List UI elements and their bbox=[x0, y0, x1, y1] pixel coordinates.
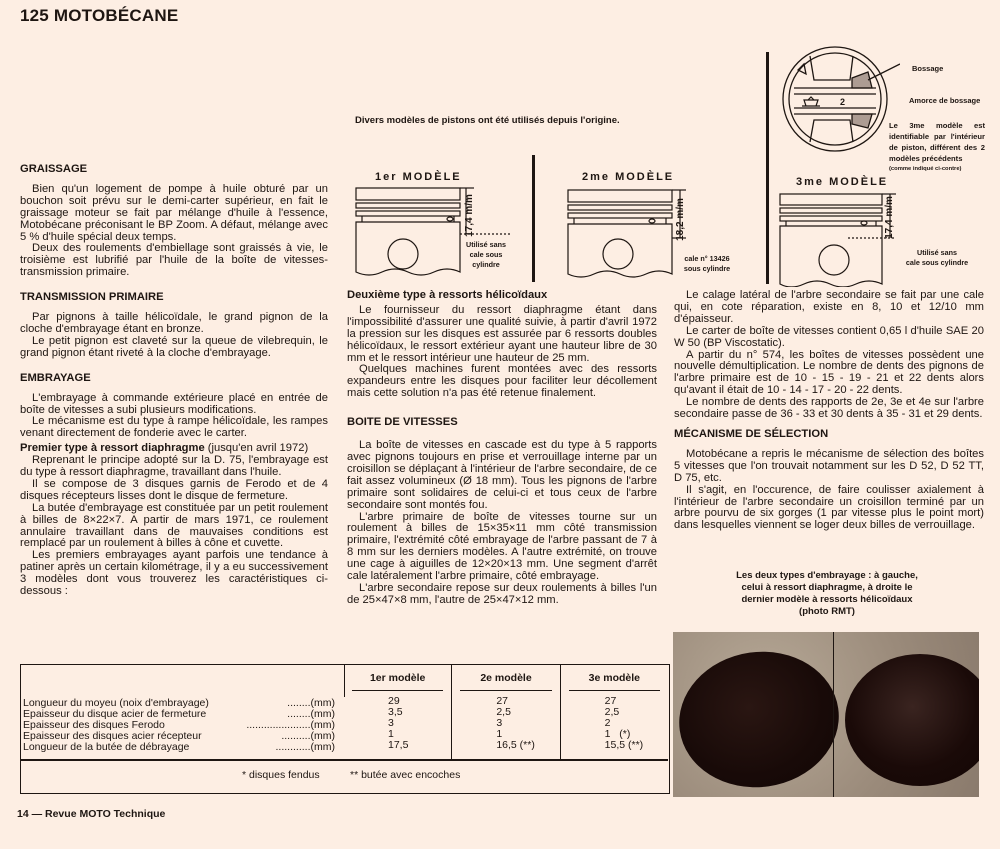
table-cell: 1 (*) bbox=[604, 728, 631, 740]
footnote-butee-encoches: ** butée avec encoches bbox=[350, 769, 461, 781]
table-cell: 29 bbox=[388, 695, 400, 707]
table-cell: 2 bbox=[604, 717, 611, 729]
row-label: Epaisseur du disque acier de fermeture bbox=[23, 708, 207, 720]
paragraph: Le nombre de dents des rapports de 2e, 3e et 4e sur l'arbre secondaire passe de 36 - 33 et 30 dents à 35 - 31 et 29 dents. bbox=[674, 396, 984, 421]
piston-model-1-dimension: 17,4 m/m bbox=[463, 194, 475, 237]
table-cell: 3 bbox=[388, 717, 394, 729]
section-heading-deuxieme-type: Deuxième type à ressorts hélicoïdaux bbox=[347, 289, 548, 301]
row-unit: (mm) bbox=[310, 730, 335, 742]
row-unit: (mm) bbox=[310, 697, 335, 709]
table-column-header: 1er modèle bbox=[352, 664, 443, 691]
table-cell: 15,5 (**) bbox=[604, 739, 644, 751]
piston-model-3-title: 3me MODÈLE bbox=[796, 176, 889, 188]
table-cell: 27 bbox=[496, 695, 509, 707]
piston-model-2-title: 2me MODÈLE bbox=[582, 171, 675, 183]
row-dots: ............ bbox=[275, 742, 311, 753]
piston-icon bbox=[780, 194, 896, 287]
note-text: Le 3me modèle est identifiable par l'intérieur de piston, différent des 2 modèles précédents bbox=[889, 121, 985, 163]
row-dots: ........ bbox=[287, 709, 311, 720]
section-heading-graissage: GRAISSAGE bbox=[20, 163, 88, 175]
row-dots: ...................... bbox=[246, 720, 311, 731]
paragraph: Le carter de boîte de vitesses contient 0,65 l d'huile SAE 20 W 50 (BP Viscostatic). bbox=[674, 324, 984, 349]
row-unit: (mm) bbox=[310, 719, 335, 731]
row-dots: ........ bbox=[287, 698, 311, 709]
column-2 bbox=[347, 290, 657, 607]
row-dots: .......... bbox=[281, 731, 311, 742]
paragraph: Le mécanisme est du type à rampe hélicoïdale, les rampes venant directement de fonderie avec le carter. bbox=[20, 415, 328, 440]
page-title: 125 MOTOBÉCANE bbox=[20, 6, 179, 25]
column-3 bbox=[674, 290, 984, 532]
table-cell: 3,5 bbox=[388, 706, 403, 718]
footnote-disques-fendus: * disques fendus bbox=[242, 769, 320, 781]
paragraph: La boîte de vitesses en cascade est du type à 5 rapports avec pignons toujours en prise et verrouillage interne par un croisillon se déplaçant à l'intérieur de l'arbre secondaire, de ce fait assez volumineux (Ø 18 mm). Tous les pignons de l'arbre primaire sont solidaires de celui-ci et tous ceux de l'arbre secondaire sont montés fou. bbox=[347, 439, 657, 511]
table-cell: 2,5 bbox=[604, 706, 620, 718]
note-line: Utilisé sans bbox=[466, 240, 506, 249]
row-label: Longueur de la butée de débrayage bbox=[23, 741, 190, 753]
subheading-rest: (jusqu'en avril 1972) bbox=[204, 442, 309, 455]
label-amorce-bossage: Amorce de bossage bbox=[909, 96, 981, 105]
paragraph: L'arbre primaire de boîte de vitesses tourne sur un roulement à billes de 15×35×11 mm côté transmission primaire, l'extrémité côté embrayage de l'arbre passant de 7 à 8 mm sur les derniers modèles. A l'autre extrémité, on trouve une cage à aiguilles de 12×20×13 mm. Une segment d'arrêt cale latéralement l'arbre primaire, côté embrayage. bbox=[347, 510, 657, 583]
table-column-header: 2e modèle bbox=[460, 664, 551, 691]
paragraph: Les premiers embrayages ayant parfois une tendance à patiner après un certain kilométrage, il y a eu successivement 3 modèles dont vous trouverez les caractéristiques ci-dessous : bbox=[20, 549, 328, 598]
paragraph: Quelques machines furent montées avec des ressorts expandeurs entre les disques pour faciliter leur décollement mais cette solution n'a pas été retenue finalement. bbox=[347, 363, 657, 400]
row-label: Epaisseur des disques acier récepteur bbox=[23, 730, 202, 742]
section-heading-transmission: TRANSMISSION PRIMAIRE bbox=[20, 291, 164, 304]
table-cell: 2,5 bbox=[496, 706, 511, 718]
paragraph: La butée d'embrayage est constituée par un petit roulement à billes de 8×22×7. A partir de mars 1971, ce roulement annulaire travaillant dans de mauvaises conditions est remplacé par un roulement à billes à cône et cuvette. bbox=[20, 501, 328, 550]
piston-top-view-mark: 2 bbox=[840, 97, 846, 107]
table-cell: 17,5 bbox=[388, 739, 409, 751]
section-heading-embrayage: EMBRAYAGE bbox=[20, 371, 91, 384]
piston-model-1-drawing bbox=[352, 186, 522, 286]
clutch-helical-image bbox=[845, 654, 979, 786]
note-line: cylindre bbox=[472, 260, 500, 269]
clutch-diaphragm-image bbox=[673, 642, 848, 797]
model-3-identification-note bbox=[889, 120, 985, 175]
note-line: cale sous cylindre bbox=[905, 258, 969, 267]
note-small-text: (comme indiqué ci-contre) bbox=[889, 166, 962, 172]
clutch-photo bbox=[673, 632, 979, 797]
row-unit: (mm) bbox=[310, 708, 335, 720]
note-line: sous cylindre bbox=[683, 264, 731, 273]
paragraph: L'arbre secondaire repose sur deux roulements à billes l'un de 25×47×8 mm, l'autre de 25×47×12 mm. bbox=[347, 581, 657, 606]
piston-model-3-dimension: 17,4 m/m bbox=[883, 196, 895, 239]
table-column-1 bbox=[344, 664, 452, 759]
page-footer: 14 — Revue MOTO Technique bbox=[17, 808, 166, 820]
paragraph: Bien qu'un logement de pompe à huile obturé par un bouchon soit prévu sur le demi-carter supérieur, en fait le graissage moteur se fait par mélange d'huile à l'essence, Motobécane préconisant le BP Zoom. A défaut, mélange avec 5 % d'huile spécial deux temps. bbox=[20, 182, 328, 243]
table-cell: 1 bbox=[388, 728, 394, 740]
section-heading-selection: MÉCANISME DE SÉLECTION bbox=[674, 427, 829, 440]
label-bossage: Bossage bbox=[912, 64, 944, 73]
piston-model-1-title: 1er MODÈLE bbox=[375, 171, 462, 183]
paragraph: Reprenant le principe adopté sur la D. 75, l'embrayage est du type à ressort diaphragme, travaillant dans l'huile. bbox=[20, 454, 328, 479]
paragraph: L'embrayage à commande extérieure placé en entrée de boîte de vitesses a subi plusieurs modifications. bbox=[20, 391, 328, 416]
piston-icon bbox=[568, 190, 686, 277]
piston-top-view bbox=[780, 44, 900, 164]
paragraph: Le petit pignon est claveté sur la queue de vilebrequin, le grand pignon étant riveté à la cloche d'embrayage. bbox=[20, 334, 328, 359]
paragraph: Deux des roulements d'embiellage sont graissés à vie, le troisième est lubrifié par l'huile de la boîte de vitesses-transmission primaire. bbox=[20, 242, 328, 279]
paragraph: Le calage latéral de l'arbre secondaire se fait par une cale qui, en cote réparation, existe en 8, 10 et 12/10 mm d'épaisseur. bbox=[674, 289, 984, 325]
subheading-bold: Premier type à ressort diaphragme bbox=[20, 442, 205, 455]
note-line: Utilisé sans bbox=[917, 248, 957, 257]
section-heading-boite: BOITE DE VITESSES bbox=[347, 416, 458, 429]
paragraph: Par pignons à taille hélicoïdale, le grand pignon de la cloche d'embrayage étant en bronze. bbox=[20, 311, 328, 335]
photo-divider bbox=[833, 632, 834, 797]
photo-caption: Les deux types d'embrayage : à gauche, celui à ressort diaphragme, à droite le dernier modèle à ressorts hélicoïdaux (photo RMT) bbox=[736, 570, 918, 617]
table-cell: 16,5 (**) bbox=[496, 739, 535, 751]
paragraph: Il s'agit, en l'occurence, de faire coulisser axialement à l'intérieur de l'arbre secondaire un croisillon terminé par un arbre pourvu de six gorges (1 par vitesse plus le point mort) dans lesquelles viennent se loger deux billes de verrouillage. bbox=[674, 483, 984, 532]
table-column-header: 3e modèle bbox=[569, 664, 660, 691]
note-line: cale n° 13426 bbox=[684, 254, 730, 263]
row-label: Longueur du moyeu (noix d'embrayage) bbox=[23, 697, 209, 709]
spec-table-columns bbox=[344, 664, 668, 759]
arrow-mark-icon bbox=[802, 97, 820, 106]
table-cell: 27 bbox=[604, 695, 617, 707]
pistons-caption: Divers modèles de pistons ont été utilisés depuis l'origine. bbox=[355, 115, 620, 126]
table-cell: 1 bbox=[496, 728, 503, 740]
row-unit: (mm) bbox=[310, 741, 335, 753]
paragraph: Le fournisseur du ressort diaphragme étant dans l'impossibilité d'assurer une qualité suivie, à partir d'avril 1972 la pression sur les disques est assurée par 6 ressorts doubles hélicoïdaux, le ressort extérieur ayant une hauteur libre de 30 mm et le ressort intérieur une hauteur de 25 mm. bbox=[347, 303, 657, 364]
paragraph: A partir du n° 574, les boîtes de vitesses possèdent une nouvelle démultiplication. Le nombre de dents des pignons de l'arbre primaire est de 10 - 15 - 19 - 21 et 22 dents alors qu'avant il était de 10 - 14 - 17 - 20 - 22 dents. bbox=[674, 348, 984, 397]
note-line: cale sous bbox=[469, 250, 503, 259]
table-cell: 3 bbox=[496, 717, 503, 729]
figure-divider bbox=[766, 52, 769, 284]
row-label: Epaisseur des disques Ferodo bbox=[23, 719, 165, 731]
piston-model-3-note bbox=[892, 248, 982, 268]
paragraph: Motobécane a repris le mécanisme de sélection des boîtes 5 vitesses que l'on trouvait notamment sur les D 52, D 52 TT, D 75, etc. bbox=[674, 447, 984, 484]
table-row-label bbox=[23, 742, 335, 753]
piston-model-2-note bbox=[682, 254, 732, 274]
table-bottom-rule bbox=[20, 759, 668, 761]
spec-table-labels bbox=[23, 698, 335, 753]
figure-divider bbox=[532, 155, 535, 282]
piston-model-1-note bbox=[466, 240, 506, 270]
paragraph: Il se compose de 3 disques garnis de Ferodo et de 4 disques récepteurs lisses dont le disque de fermeture. bbox=[20, 477, 328, 502]
table-column-3 bbox=[561, 664, 668, 759]
column-1 bbox=[20, 164, 328, 598]
piston-model-2-dimension: 18,2 m/m bbox=[674, 198, 686, 241]
table-column-2 bbox=[452, 664, 560, 759]
